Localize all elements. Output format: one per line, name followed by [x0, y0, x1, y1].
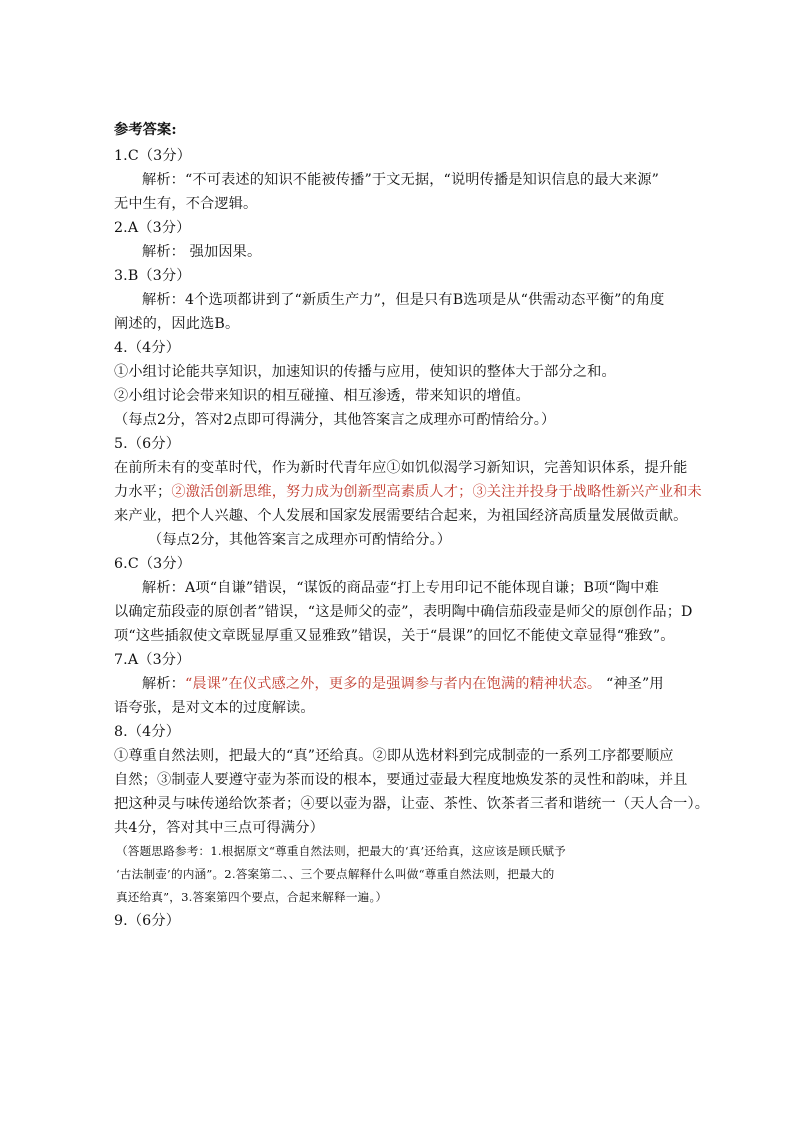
q5-label: 5.（6分）	[114, 436, 181, 452]
answer-q2	[114, 216, 684, 264]
q7-line1-prefix: 解析：	[142, 676, 186, 692]
q5-line3: 来产业，把个人兴趣、个人发展和国家发展需要结合起来，为祖国经济高质量发展做贡献。	[114, 508, 688, 524]
q7-line1	[114, 672, 684, 696]
q3-analysis-line1: 解析：4个选项都讲到了“新质生产力”，但是只有B选项是从“供需动态平衡”的角度	[142, 292, 665, 308]
q8-note-line2: ‘古法制壶’的内涵”。2.答案第二、、三个要点解释什么叫做“尊重自然法则，把最大的	[116, 867, 555, 881]
q8-line3: 把这种灵与味传递给饮茶者；④要以壶为器，让壶、茶性、饮茶者三者和谐统一（天人合一）。	[114, 796, 710, 812]
q8-line2: 自然；③制壶人要遵守壶为茶而设的根本，要通过壶最大程度地焕发茶的灵性和韵味，并且	[114, 772, 688, 788]
q6-label: 6.C（3分）	[114, 556, 192, 572]
q8-reasoning-note	[114, 840, 684, 909]
q5-scoring-note: （每点2分，其他答案言之成理亦可酌情给分。）	[148, 532, 452, 548]
answers-heading: 参考答案:	[114, 122, 177, 138]
answer-q3	[114, 264, 684, 336]
q8-note-line3: 真还给真”，3.答案第四个要点，合起来解释一遍。）	[116, 890, 388, 904]
q5-line2-start: 力水平；	[114, 484, 172, 500]
q4-point1: ①小组讨论能共享知识，加速知识的传播与应用，使知识的整体大于部分之和。	[114, 364, 616, 380]
answer-q7	[114, 648, 684, 720]
answer-q6	[114, 552, 693, 648]
q5-line1: 在前所未有的变革时代，作为新时代青年应①如饥似渴学习新知识，完善知识体系，提升能	[114, 460, 688, 476]
q6-line3: 项“这些插叙使文章既显厚重又显雅致”错误，关于“晨课”的回忆不能使文章显得“雅致”。	[114, 628, 675, 644]
q9-label: 9.（6分）	[114, 913, 181, 929]
q6-line2: 以确定茄段壶的原创者”错误，“这是师父的壶”，表明陶中确信茄段壶是师父的原创作品；D	[114, 604, 693, 620]
q5-line2-highlight: ②激活创新思维，努力成为创新型高素质人才；③关注并投身于战略性新兴产业和未	[171, 484, 702, 500]
q7-line1-highlight: “晨课”在仪式感之外，更多的是强调参与者内在饱满的精神状态。	[185, 676, 602, 692]
q8-line4: 共4分，答对其中三点可得满分）	[114, 820, 324, 836]
q4-point2: ②小组讨论会带来知识的相互碰撞、相互渗透，带来知识的增值。	[114, 388, 530, 404]
q1-analysis-line2: 无中生有，不合逻辑。	[114, 196, 258, 212]
answer-q1	[114, 144, 684, 216]
q7-line2: 语夸张，是对文本的过度解读。	[114, 700, 315, 716]
q8-label: 8.（4分）	[114, 724, 181, 740]
q7-label: 7.A（3分）	[114, 652, 191, 668]
q1-label: 1.C（3分）	[114, 148, 192, 164]
answer-q4	[114, 336, 684, 432]
answer-q9	[114, 909, 684, 933]
q2-analysis: 解析： 强加因果。	[142, 244, 262, 260]
answer-content	[114, 118, 710, 933]
answer-q5	[114, 432, 702, 552]
q5-line2	[114, 480, 702, 504]
q8-note-line1: （答题思路参考：1.根据原文“尊重自然法则，把最大的‘真’还给真，这应该是顾氏赋予	[116, 844, 566, 858]
q7-line1-suffix: “神圣”用	[601, 676, 664, 692]
q3-label: 3.B（3分）	[114, 268, 191, 284]
q8-line1: ①尊重自然法则，把最大的“真”还给真。②即从选材料到完成制壶的一系列工序都要顺应	[114, 748, 674, 764]
q6-line1: 解析：A项“自谦”错误，“谋饭的商品壶“打上专用印记不能体现自谦；B项“陶中难	[142, 580, 659, 596]
q3-analysis-line2: 阐述的，因此选B。	[114, 316, 240, 332]
q4-label: 4.（4分）	[114, 340, 181, 356]
answer-q8	[114, 720, 710, 909]
q2-label: 2.A（3分）	[114, 220, 191, 236]
q4-scoring-note: （每点2分，答对2点即可得满分，其他答案言之成理亦可酌情给分。）	[114, 412, 556, 428]
q1-analysis-line1: 解析：“不可表述的知识不能被传播”于文无据，“说明传播是知识信息的最大来源”	[142, 172, 660, 188]
